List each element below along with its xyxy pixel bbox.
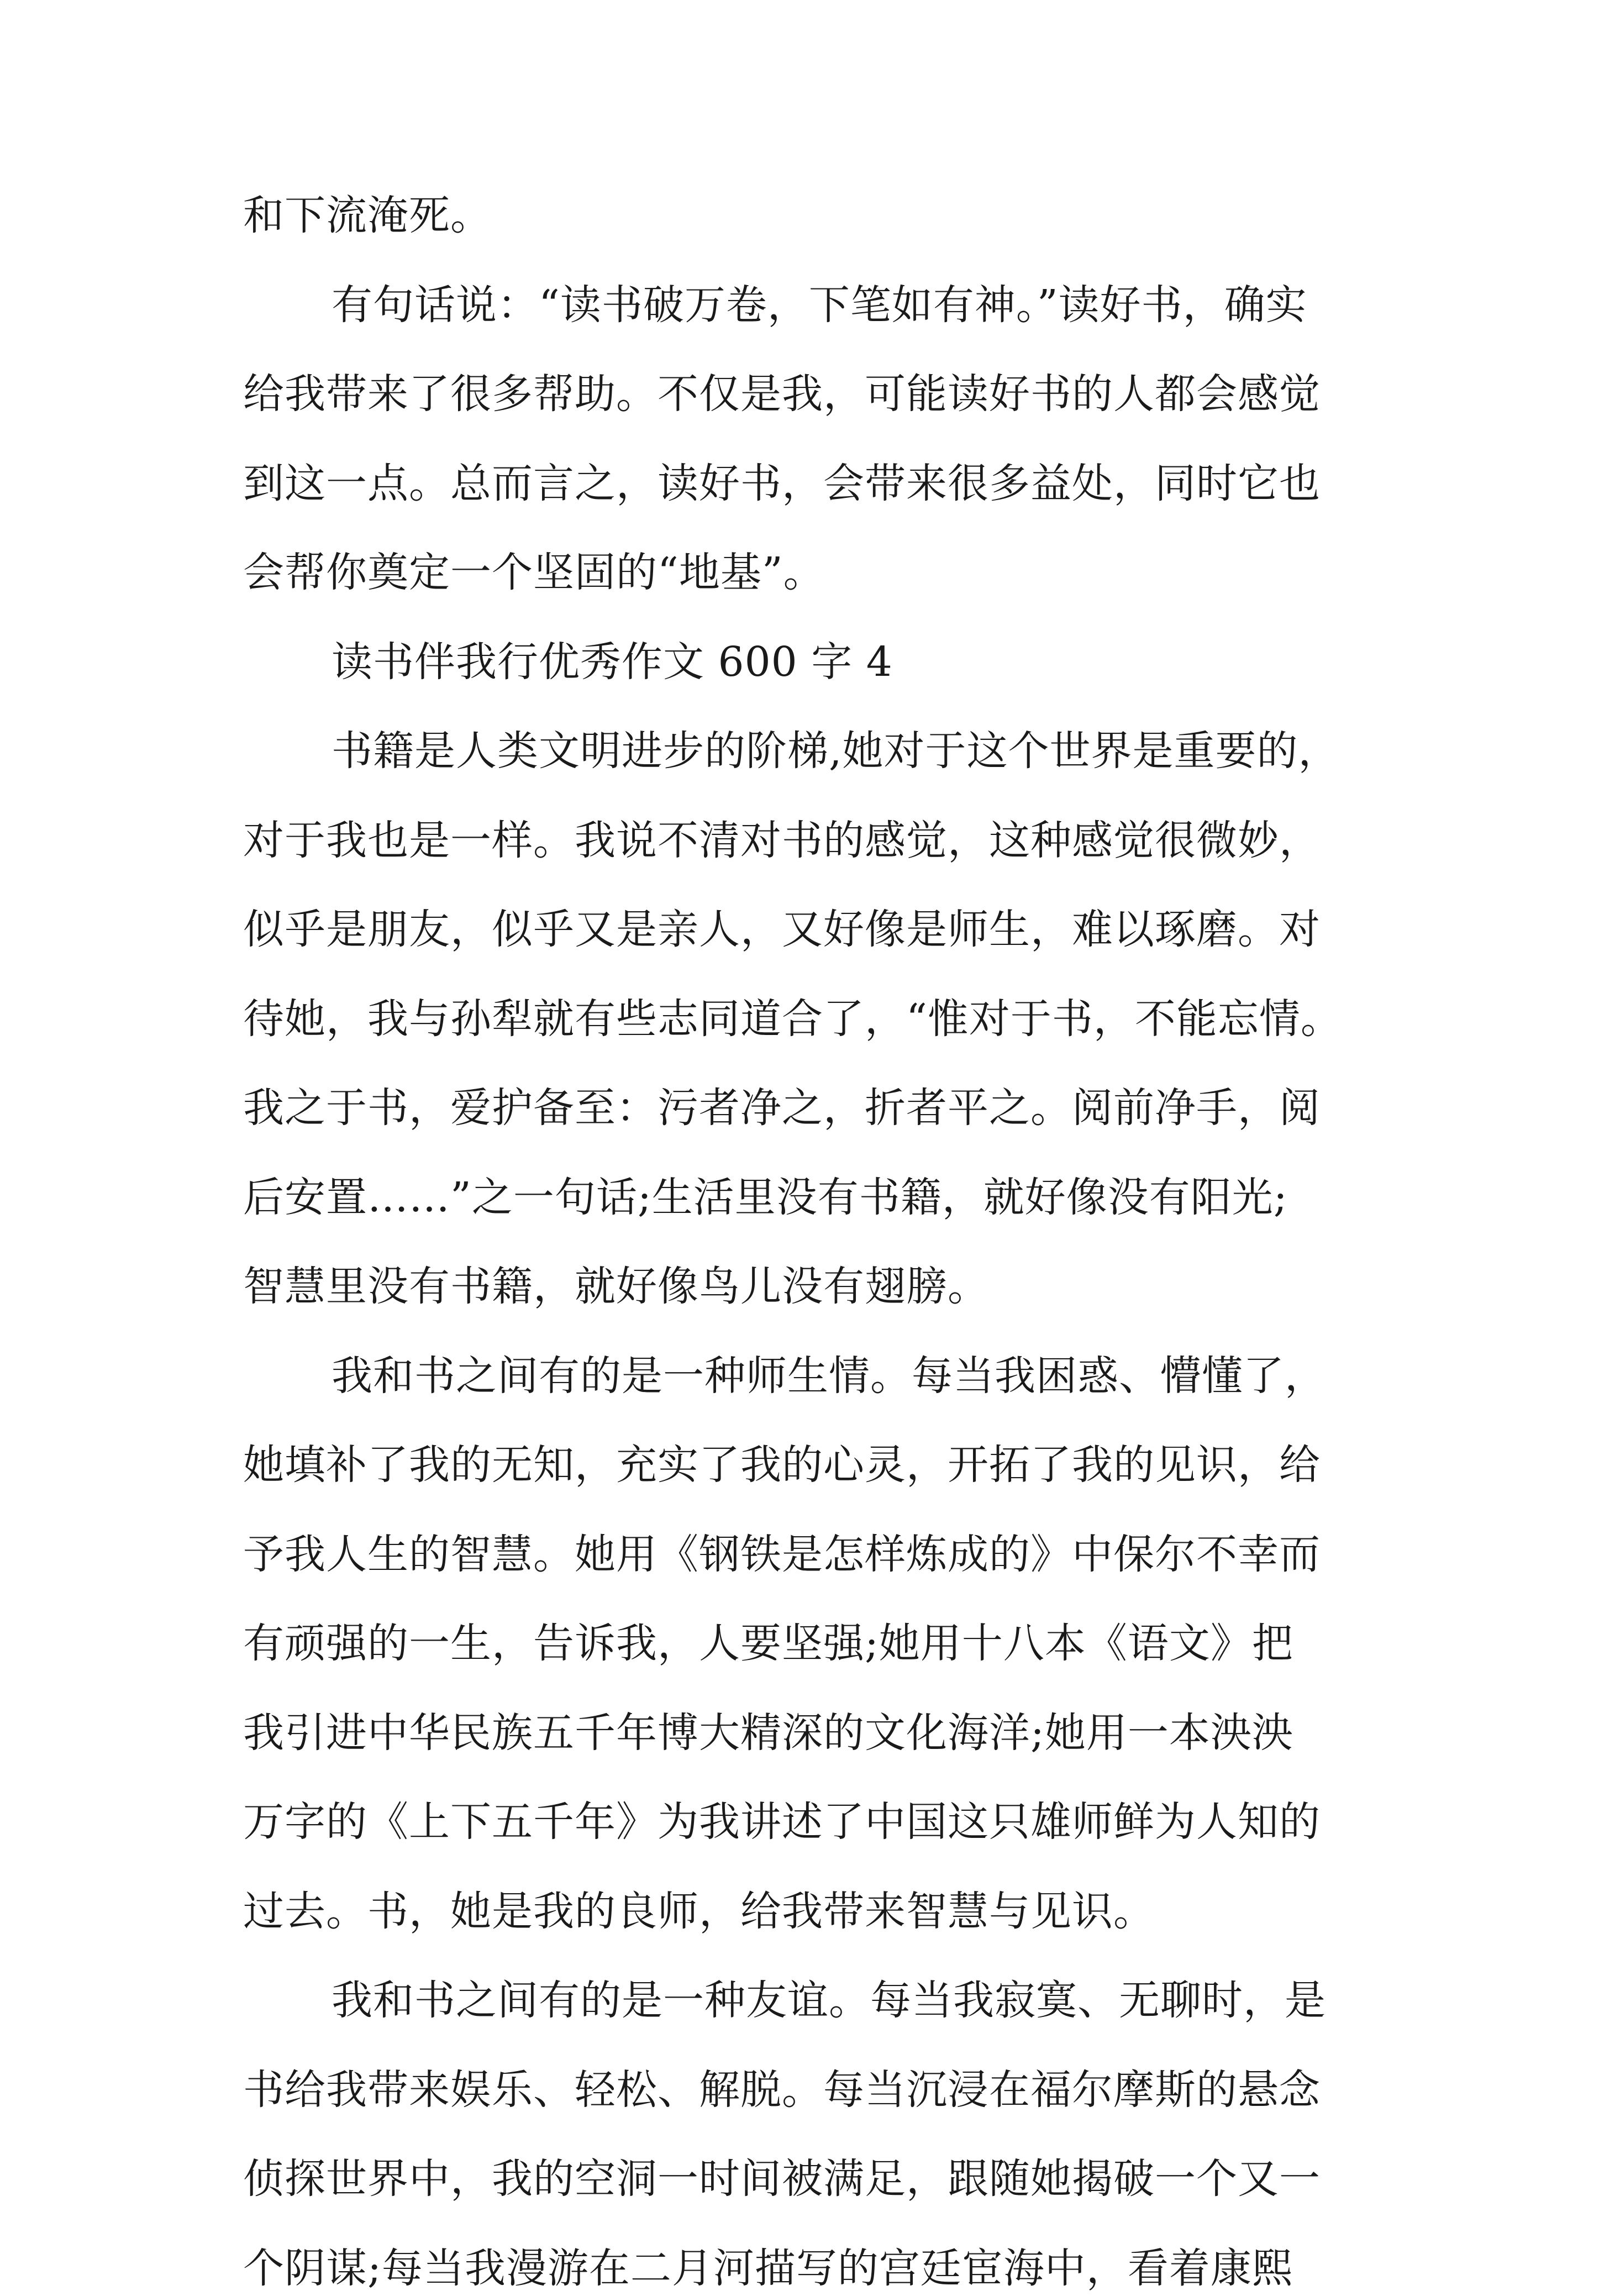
paragraph-first-line: 我和书之间有的是一种友谊。每当我寂寞、无聊时，是: [332, 1977, 1326, 2024]
paragraph-first-line: 我和书之间有的是一种师生情。每当我困惑、懵懂了，: [332, 1352, 1326, 1400]
text-line: 待她，我与孙犁就有些志同道合了，“惟对于书，不能忘情。: [243, 995, 1342, 1043]
text-line: 个阴谋;每当我漫游在二月河描写的宫廷宦海中，看着康熙: [243, 2245, 1293, 2292]
text-line: 对于我也是一样。我说不清对书的感觉，这种感觉很微妙，: [243, 817, 1321, 864]
text-line: 她填补了我的无知，充实了我的心灵，开拓了我的见识，给: [243, 1441, 1321, 1489]
text-line: 智慧里没有书籍，就好像鸟儿没有翅膀。: [243, 1263, 989, 1310]
text-line: 予我人生的智慧。她用《钢铁是怎样炼成的》中保尔不幸而: [243, 1531, 1321, 1578]
text-line: 会帮你奠定一个坚固的“地基”。: [243, 549, 825, 596]
text-line: 有顽强的一生，告诉我，人要坚强;她用十八本《语文》把: [243, 1620, 1293, 1667]
text-line: 我引进中华民族五千年博大精深的文化海洋;她用一本泱泱: [243, 1709, 1293, 1757]
text-line: 万字的《上下五千年》为我讲述了中国这只雄师鲜为人知的: [243, 1798, 1321, 1846]
text-line: 过去。书，她是我的良师，给我带来智慧与见识。: [243, 1888, 1155, 1935]
text-line: 侦探世界中，我的空洞一时间被满足，跟随她揭破一个又一: [243, 2155, 1321, 2203]
text-line: 后安置……”之一句话;生活里没有书籍，就好像没有阳光;: [243, 1174, 1288, 1221]
text-line: 似乎是朋友，似乎又是亲人，又好像是师生，难以琢磨。对: [243, 906, 1321, 953]
section-heading: 读书伴我行优秀作文 600 字 4: [332, 638, 893, 686]
text-line: 到这一点。总而言之，读好书，会带来很多益处，同时它也: [243, 460, 1321, 507]
paragraph-first-line: 有句话说：“读书破万卷，下笔如有神。”读好书，确实: [332, 281, 1307, 329]
text-line: 我之于书，爱护备至：污者净之，折者平之。阅前净手，阅: [243, 1084, 1321, 1132]
paragraph-first-line: 书籍是人类文明进步的阶梯,她对于这个世界是重要的，: [332, 727, 1340, 775]
text-line: 和下流淹死。: [243, 192, 492, 239]
text-line: 书给我带来娱乐、轻松、解脱。每当沉浸在福尔摩斯的悬念: [243, 2066, 1321, 2114]
text-line: 给我带来了很多帮助。不仅是我，可能读好书的人都会感觉: [243, 370, 1321, 418]
